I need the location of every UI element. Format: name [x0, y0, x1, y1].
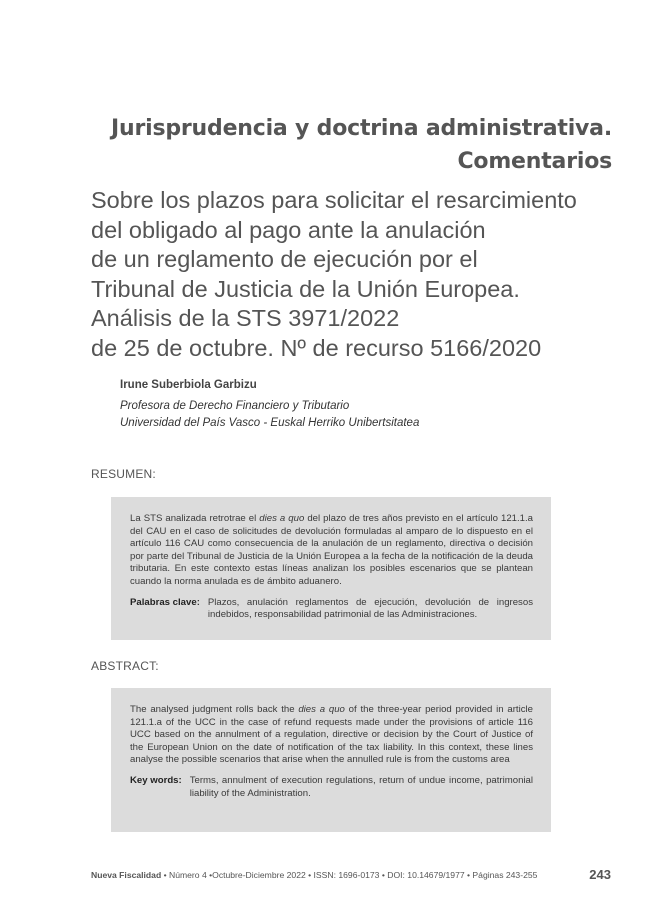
- resumen-text-part: La STS analizada retrotrae el: [130, 513, 260, 524]
- abstract-keywords: [130, 775, 533, 800]
- author-name: Irune Suberbiola Garbizu: [120, 379, 257, 391]
- abstract-text-part: The analysed judgment rolls back the: [130, 704, 299, 715]
- resumen-box: [111, 497, 551, 640]
- abstract-heading: ABSTRACT:: [91, 659, 159, 673]
- abstract-text-part: of the three-year period provided in article 121.1.a of the UCC in the case of refund requests made under the provisions of article 116 UCC based on the annulment of a regulation, directive or decision by the Court of Justice of the European Union on the date of notification of the tax liability. In this context, these lines analyse the possible scenarios that arise when the annulled rule is from the customs area: [130, 704, 533, 766]
- abstract-text-italic: dies a quo: [298, 704, 345, 715]
- page-footer: [91, 868, 611, 882]
- article-title-line: Análisis de la STS 3971/2022: [91, 305, 400, 331]
- abstract-text: [130, 704, 533, 767]
- resumen-keywords: Palabras clave : Plazos, anulación reglamentos de ejecución, devolución de ingresos indebidos, responsabilidad patrimonial de las Administraciones.: [130, 596, 533, 621]
- resumen-text-italic: dies a quo: [259, 513, 305, 524]
- article-title-line: de 25 de octubre. Nº de recurso 5166/2020: [91, 334, 542, 361]
- page-number: 243: [589, 867, 611, 882]
- keywords-text: Terms, annulment of execution regulations, return of undue income, patrimonial liability of the Administration.: [189, 774, 533, 799]
- section-title: [52, 112, 612, 178]
- journal-name: Nueva Fiscalidad: [91, 870, 162, 880]
- resumen-text-part: del plazo de tres años previsto en el artículo 121.1.a del CAU en el caso de solicitudes de devolución formuladas al amparo de lo dispuesto en el artículo 116 CAU como consecuencia de la anulación de un reglamento, directiva o decisión por parte del Tribunal de Justicia de la Unión Europea a la fecha de la notificación de la deuda tributaria. En este contexto estas líneas analizan los posibles escenarios que se plantean cuando la norma anulada es de ámbito aduanero.: [130, 513, 533, 587]
- section-title-line-2: Comentarios: [457, 149, 612, 174]
- keywords-label: Palabras clave: [130, 596, 197, 608]
- keywords-text: Plazos, anulación reglamentos de ejecución, devolución de ingresos indebidos, responsabilidad patrimonial de las Administraciones.: [207, 596, 533, 621]
- keywords-label: Key words:: [130, 774, 182, 786]
- section-title-line-1: Jurisprudencia y doctrina administrativa.: [111, 116, 612, 141]
- author-position: Profesora de Derecho Financiero y Tributario: [120, 400, 350, 412]
- resumen-text: [130, 513, 533, 589]
- author-affiliation: [120, 398, 419, 431]
- resumen-heading: RESUMEN:: [91, 467, 156, 481]
- footer-info: [91, 870, 537, 880]
- article-title-line: de un reglamento de ejecución por el: [91, 246, 478, 272]
- article-title-line: Sobre los plazos para solicitar el resarcimiento: [91, 187, 577, 213]
- abstract-box: [111, 688, 551, 832]
- article-title-line: del obligado al pago ante la anulación: [91, 216, 486, 243]
- author-institution: Universidad del País Vasco - Euskal Herriko Unibertsitatea: [120, 416, 420, 429]
- article-title: [91, 186, 611, 363]
- footer-details: • Número 4 •Octubre-Diciembre 2022 • ISSN: 1696-0173 • DOI: 10.14679/1977 • Páginas 243-255: [161, 870, 538, 880]
- article-title-line: Tribunal de Justicia de la Unión Europea.: [91, 275, 520, 302]
